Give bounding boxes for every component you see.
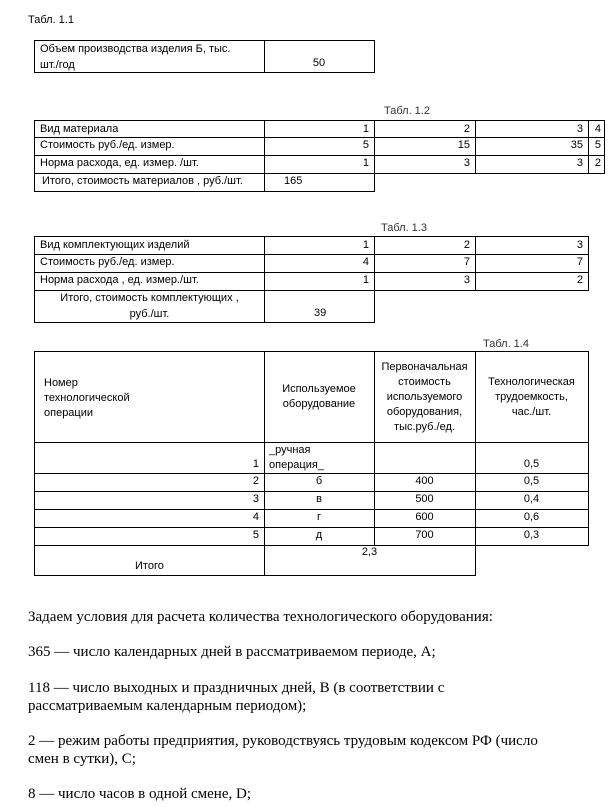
component-norm-label: Норма расхода , ед. измер./шт. [34, 272, 265, 291]
table-1-4-caption: Табл. 1.4 [483, 338, 529, 350]
label-line-1: Объем производства изделия Б, тыс. [40, 43, 231, 55]
intro-paragraph: Задаем условия для расчета количества технологического оборудования: [28, 609, 493, 625]
cell: 5 [264, 137, 375, 156]
equipment-cell [264, 442, 375, 474]
labor-intensity: 0,6 [475, 509, 589, 528]
label-line-1: Итого, стоимость комплектующих , [60, 292, 239, 304]
equipment-line: _ручная [269, 444, 311, 456]
labor-intensity: 0,5 [475, 442, 589, 474]
header-equipment-cost [374, 351, 476, 443]
cell: 3 [475, 120, 589, 138]
header-line: оборудования, [386, 405, 463, 418]
header-labor-intensity [475, 351, 589, 443]
paragraph-line: 118 — число выходных и праздничных дней, В (в соответствии с [28, 680, 445, 696]
cell: 1 [264, 236, 375, 255]
equipment-cell: в [264, 491, 375, 510]
paragraph-shift-hours: 8 — число часов в одной смене, D; [28, 786, 251, 802]
header-line: Используемое [282, 383, 356, 395]
cell: 4 [588, 120, 605, 138]
operation-number: 3 [34, 491, 265, 510]
table-1-1-caption: Табл. 1.1 [28, 14, 74, 26]
operation-number: 1 [34, 442, 265, 474]
cell: 7 [374, 254, 476, 273]
cell: 15 [374, 137, 476, 156]
paragraph-line: 2 — режим работы предприятия, руководствуясь трудовым кодексом РФ (число [28, 733, 538, 749]
equipment-cost: 600 [374, 509, 476, 528]
equipment-line: операция_ [269, 459, 324, 471]
materials-total-label: Итого, стоимость материалов , руб./шт. [34, 173, 265, 192]
cell: 2 [475, 272, 589, 291]
header-line: трудоемкость, [495, 390, 568, 403]
paragraph-calendar-days: 365 — число календарных дней в рассматриваемом периоде, А; [28, 644, 436, 660]
operation-number: 2 [34, 473, 265, 492]
header-line: используемого [386, 390, 463, 403]
header-line: стоимость [398, 375, 451, 388]
components-total-value: 39 [264, 290, 375, 323]
paragraph-line: рассматриваемым календарным периодом); [28, 698, 307, 714]
material-type-label: Вид материала [34, 120, 265, 138]
labor-intensity: 0,3 [475, 527, 589, 546]
material-cost-label: Стоимость руб./ед. измер. [34, 137, 265, 156]
production-volume-value: 50 [264, 40, 375, 73]
component-type-label: Вид комплектующих изделий [34, 236, 265, 255]
cell: 4 [264, 254, 375, 273]
equipment-cell: г [264, 509, 375, 528]
cell: 2 [588, 155, 605, 174]
equipment-cost: 500 [374, 491, 476, 510]
cell: 3 [475, 236, 589, 255]
component-cost-label: Стоимость руб./ед. измер. [34, 254, 265, 273]
operation-number: 5 [34, 527, 265, 546]
label-line-2: руб./шт. [129, 308, 170, 320]
cell: 3 [374, 155, 476, 174]
labor-total-label: Итого [34, 545, 265, 576]
labor-intensity: 0,5 [475, 473, 589, 492]
cell: 2 [374, 236, 476, 255]
cell: 3 [374, 272, 476, 291]
equipment-cost: 700 [374, 527, 476, 546]
equipment-cost: 400 [374, 473, 476, 492]
header-line: Технологическая [488, 375, 575, 388]
table-1-2-caption: Табл. 1.2 [384, 105, 430, 117]
header-line: час./шт. [511, 405, 552, 418]
header-line: Номер [44, 377, 78, 389]
header-operation-number [34, 351, 265, 443]
labor-total-value: 2,3 [264, 545, 476, 576]
cell: 1 [264, 272, 375, 291]
paragraph-line: смен в сутки), С; [28, 751, 136, 767]
cell: 5 [588, 137, 605, 156]
operation-number: 4 [34, 509, 265, 528]
equipment-cost [374, 442, 476, 474]
materials-total-value: 165 [264, 173, 375, 192]
cell: 7 [475, 254, 589, 273]
cell: 3 [475, 155, 589, 174]
header-equipment [264, 351, 375, 443]
material-norm-label: Норма расхода, ед. измер. /шт. [34, 155, 265, 174]
header-line: Первоначальная [381, 360, 468, 373]
equipment-cell: б [264, 473, 375, 492]
production-volume-label [34, 40, 265, 73]
paragraph-holidays [28, 679, 444, 715]
cell: 35 [475, 137, 589, 156]
header-line: операции [44, 407, 94, 419]
cell: 1 [264, 155, 375, 174]
label-line-2: шт./год [40, 59, 75, 71]
header-line: оборудование [282, 398, 356, 410]
paragraph-shift-mode [28, 732, 538, 768]
table-1-3-caption: Табл. 1.3 [381, 222, 427, 234]
cell: 1 [264, 120, 375, 138]
header-line: тыс.руб./ед. [394, 420, 455, 433]
components-total-label [34, 290, 265, 323]
equipment-cell: д [264, 527, 375, 546]
labor-intensity: 0,4 [475, 491, 589, 510]
cell: 2 [374, 120, 476, 138]
header-line: технологической [44, 392, 130, 404]
